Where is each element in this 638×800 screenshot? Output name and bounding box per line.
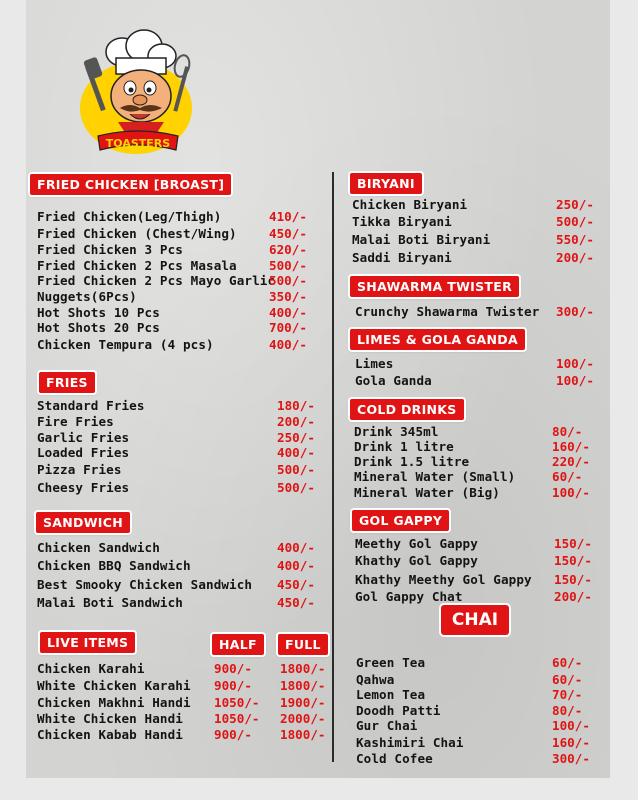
section-header-chai: CHAI xyxy=(441,605,509,635)
menu-item-price-full: 2000/- xyxy=(280,711,326,726)
toasters-logo xyxy=(78,26,198,156)
menu-item-price: 400/- xyxy=(269,305,307,320)
menu-item-price: 100/- xyxy=(552,718,590,733)
menu-item-name: Fried Chicken 2 Pcs Mayo Garlic xyxy=(37,273,276,288)
menu-item-price: 100/- xyxy=(556,356,594,371)
menu-item-price: 620/- xyxy=(269,242,307,257)
menu-item-price: 700/- xyxy=(269,320,307,335)
menu-item-name: Cold Cofee xyxy=(356,751,433,766)
menu-item-price: 100/- xyxy=(552,485,590,500)
menu-item-price: 400/- xyxy=(277,445,315,460)
menu-item-name: Gola Ganda xyxy=(355,373,432,388)
menu-item-price-full: 1900/- xyxy=(280,695,326,710)
section-header-cold-drinks: COLD DRINKS xyxy=(350,399,464,420)
menu-item-name: Chicken Sandwich xyxy=(37,540,160,555)
menu-item-price: 70/- xyxy=(552,687,583,702)
menu-item-price: 300/- xyxy=(552,751,590,766)
menu-item-price: 450/- xyxy=(277,595,315,610)
section-header-gol-gappy: GOL GAPPY xyxy=(352,510,449,531)
menu-item-price: 500/- xyxy=(269,273,307,288)
menu-item-name: Fried Chicken 3 Pcs xyxy=(37,242,183,257)
menu-item-name: Mineral Water (Big) xyxy=(354,485,500,500)
menu-item-name: Hot Shots 20 Pcs xyxy=(37,320,160,335)
menu-item-name: Meethy Gol Gappy xyxy=(355,536,478,551)
menu-item-price: 160/- xyxy=(552,439,590,454)
menu-item-price: 250/- xyxy=(556,197,594,212)
menu-item-price: 300/- xyxy=(556,304,594,319)
menu-item-price: 250/- xyxy=(277,430,315,445)
section-header-fried-chicken: FRIED CHICKEN [BROAST] xyxy=(30,174,231,195)
menu-item-name: Best Smooky Chicken Sandwich xyxy=(37,577,253,592)
menu-item-price-half: 900/- xyxy=(214,678,252,693)
menu-item-name: Qahwa xyxy=(356,672,395,687)
menu-item-name: Cheesy Fries xyxy=(37,480,130,495)
menu-item-name: Drink 1.5 litre xyxy=(354,454,470,469)
menu-item-price-half: 900/- xyxy=(214,661,252,676)
menu-item-name: Loaded Fries xyxy=(37,445,130,460)
menu-item-name: Chicken Kabab Handi xyxy=(37,727,183,742)
section-header-shawarma: SHAWARMA TWISTER xyxy=(350,276,519,297)
menu-item-name: Crunchy Shawarma Twister xyxy=(355,304,540,319)
section-header-live-items: LIVE ITEMS xyxy=(40,632,135,653)
menu-item-price: 500/- xyxy=(277,480,315,495)
menu-item-price: 350/- xyxy=(269,289,307,304)
menu-item-price: 400/- xyxy=(277,540,315,555)
menu-item-price: 400/- xyxy=(269,337,307,352)
menu-item-name: Fried Chicken (Chest/Wing) xyxy=(37,226,237,241)
menu-item-name: Lemon Tea xyxy=(356,687,426,702)
menu-item-name: Hot Shots 10 Pcs xyxy=(37,305,160,320)
column-divider xyxy=(332,172,334,762)
menu-item-price: 80/- xyxy=(552,424,583,439)
menu-item-price: 500/- xyxy=(556,214,594,229)
menu-item-name: Doodh Patti xyxy=(356,703,441,718)
menu-item-name: Mineral Water (Small) xyxy=(354,469,516,484)
menu-item-price-half: 1050/- xyxy=(214,711,260,726)
section-header-limes: LIMES & GOLA GANDA xyxy=(350,329,525,350)
menu-item-name: Chicken Makhni Handi xyxy=(37,695,191,710)
menu-item-price: 180/- xyxy=(277,398,315,413)
section-header-sandwich: SANDWICH xyxy=(36,512,130,533)
menu-item-name: Chicken Tempura (4 pcs) xyxy=(37,337,214,352)
menu-item-price: 150/- xyxy=(554,536,592,551)
full-label: FULL xyxy=(278,634,328,655)
menu-item-price: 150/- xyxy=(554,553,592,568)
menu-item-price: 150/- xyxy=(554,572,592,587)
menu-item-name: Fire Fries xyxy=(37,414,114,429)
menu-item-name: Malai Boti Sandwich xyxy=(37,595,183,610)
menu-item-name: Drink 345ml xyxy=(354,424,439,439)
menu-item-price: 160/- xyxy=(552,735,590,750)
menu-item-name: Malai Boti Biryani xyxy=(352,232,491,247)
menu-item-price-half: 1050/- xyxy=(214,695,260,710)
menu-item-name: Nuggets(6Pcs) xyxy=(37,289,137,304)
menu-item-name: Limes xyxy=(355,356,394,371)
menu-item-price-full: 1800/- xyxy=(280,727,326,742)
menu-item-name: Gur Chai xyxy=(356,718,418,733)
menu-item-name: Khathy Gol Gappy xyxy=(355,553,478,568)
menu-item-price: 60/- xyxy=(552,655,583,670)
menu-item-name: Chicken Biryani xyxy=(352,197,468,212)
section-header-biryani: BIRYANI xyxy=(350,173,422,194)
menu-item-price: 80/- xyxy=(552,703,583,718)
menu-item-price: 200/- xyxy=(556,250,594,265)
menu-item-name: Green Tea xyxy=(356,655,426,670)
menu-item-price: 450/- xyxy=(269,226,307,241)
menu-item-name: Garlic Fries xyxy=(37,430,130,445)
menu-item-name: Gol Gappy Chat xyxy=(355,589,463,604)
menu-item-name: Fried Chicken 2 Pcs Masala xyxy=(37,258,237,273)
menu-item-price: 500/- xyxy=(269,258,307,273)
menu-item-price: 450/- xyxy=(277,577,315,592)
menu-item-name: White Chicken Handi xyxy=(37,711,183,726)
menu-item-price-half: 900/- xyxy=(214,727,252,742)
menu-item-name: Fried Chicken(Leg/Thigh) xyxy=(37,209,222,224)
section-header-fries: FRIES xyxy=(39,372,95,393)
menu-item-price: 400/- xyxy=(277,558,315,573)
menu-item-price: 100/- xyxy=(556,373,594,388)
menu-item-price: 550/- xyxy=(556,232,594,247)
menu-item-name: Chicken Karahi xyxy=(37,661,145,676)
menu-item-price: 200/- xyxy=(277,414,315,429)
menu-item-name: Chicken BBQ Sandwich xyxy=(37,558,191,573)
menu-item-name: Saddi Biryani xyxy=(352,250,452,265)
menu-item-name: Tikka Biryani xyxy=(352,214,452,229)
half-label: HALF xyxy=(212,634,264,655)
menu-item-price: 410/- xyxy=(269,209,307,224)
menu-item-price-full: 1800/- xyxy=(280,661,326,676)
menu-item-price: 60/- xyxy=(552,469,583,484)
menu-item-price: 60/- xyxy=(552,672,583,687)
menu-item-price: 200/- xyxy=(554,589,592,604)
menu-item-name: Khathy Meethy Gol Gappy xyxy=(355,572,532,587)
menu-item-price: 220/- xyxy=(552,454,590,469)
menu-item-name: White Chicken Karahi xyxy=(37,678,191,693)
menu-item-name: Drink 1 litre xyxy=(354,439,454,454)
menu-item-price: 500/- xyxy=(277,462,315,477)
menu-item-price-full: 1800/- xyxy=(280,678,326,693)
menu-item-name: Pizza Fries xyxy=(37,462,122,477)
menu-item-name: Standard Fries xyxy=(37,398,145,413)
menu-item-name: Kashimiri Chai xyxy=(356,735,464,750)
logo-text: TOASTERS xyxy=(105,137,171,150)
